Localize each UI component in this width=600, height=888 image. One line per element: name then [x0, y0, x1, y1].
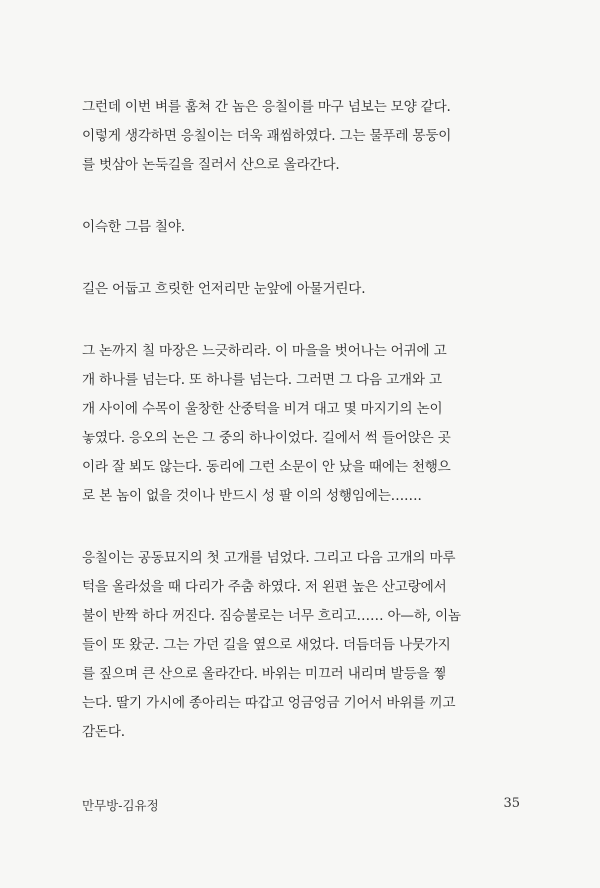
- text-line: 를 짚으며 큰 산으로 올라간다. 바위는 미끄러 내리며 발등을 찧: [82, 666, 447, 682]
- text-line: 로 본 놈이 없을 것이나 반드시 성 팔 이의 성행임에는…….: [82, 488, 422, 504]
- paragraph: [82, 93, 522, 180]
- paragraph: [82, 213, 522, 242]
- paragraph: [82, 337, 522, 511]
- body-text: [82, 93, 522, 747]
- text-line: 놓였다. 응오의 논은 그 중의 하나이었다. 길에서 썩 들어앉은 곳: [82, 430, 451, 446]
- text-line: 길은 어둡고 흐릿한 언저리만 눈앞에 아물거린다.: [82, 281, 366, 297]
- text-line: 턱을 올라섰을 때 다리가 주춤 하였다. 저 왼편 높은 산고랑에서: [82, 579, 447, 595]
- running-footer-title: 만무방-김유정: [82, 798, 159, 813]
- text-line: 불이 반짝 하다 꺼진다. 짐승불로는 너무 흐리고…… 아—하, 이놈: [82, 608, 461, 624]
- text-line: 그런데 이번 벼를 훔쳐 간 놈은 응칠이를 마구 넘보는 모양 같다.: [82, 99, 451, 115]
- page-number: 35: [503, 796, 520, 811]
- text-line: 들이 또 왔군. 그는 가던 길을 옆으로 새었다. 더듬더듬 나뭇가지: [82, 637, 451, 653]
- text-line: 개 하나를 넘는다. 또 하나를 넘는다. 그러면 그 다음 고개와 고: [82, 372, 442, 388]
- text-line: 를 벗삼아 논둑길을 질러서 산으로 올라간다.: [82, 157, 340, 173]
- paragraph: [82, 544, 522, 747]
- text-line: 응칠이는 공동묘지의 첫 고개를 넘었다. 그리고 다음 고개의 마루: [82, 550, 456, 566]
- text-line: 감돈다.: [82, 724, 125, 740]
- text-line: 는다. 딸기 가시에 종아리는 따갑고 엉금엉금 기어서 바위를 끼고: [82, 695, 456, 711]
- text-line: 이라 잘 뵈도 않는다. 동리에 그런 소문이 안 났을 때에는 천행으: [82, 459, 451, 475]
- text-line: 그 논까지 칠 마장은 느긋하리라. 이 마을을 벗어나는 어귀에 고: [82, 343, 447, 359]
- paragraph: [82, 275, 522, 304]
- text-line: 개 사이에 수목이 울창한 산중턱을 비겨 대고 몇 마지기의 논이: [82, 401, 443, 417]
- text-line: 이렇게 생각하면 응칠이는 더욱 괘씸하였다. 그는 물푸레 몽둥이: [82, 128, 452, 144]
- text-line: 이슥한 그믐 칠야.: [82, 219, 185, 235]
